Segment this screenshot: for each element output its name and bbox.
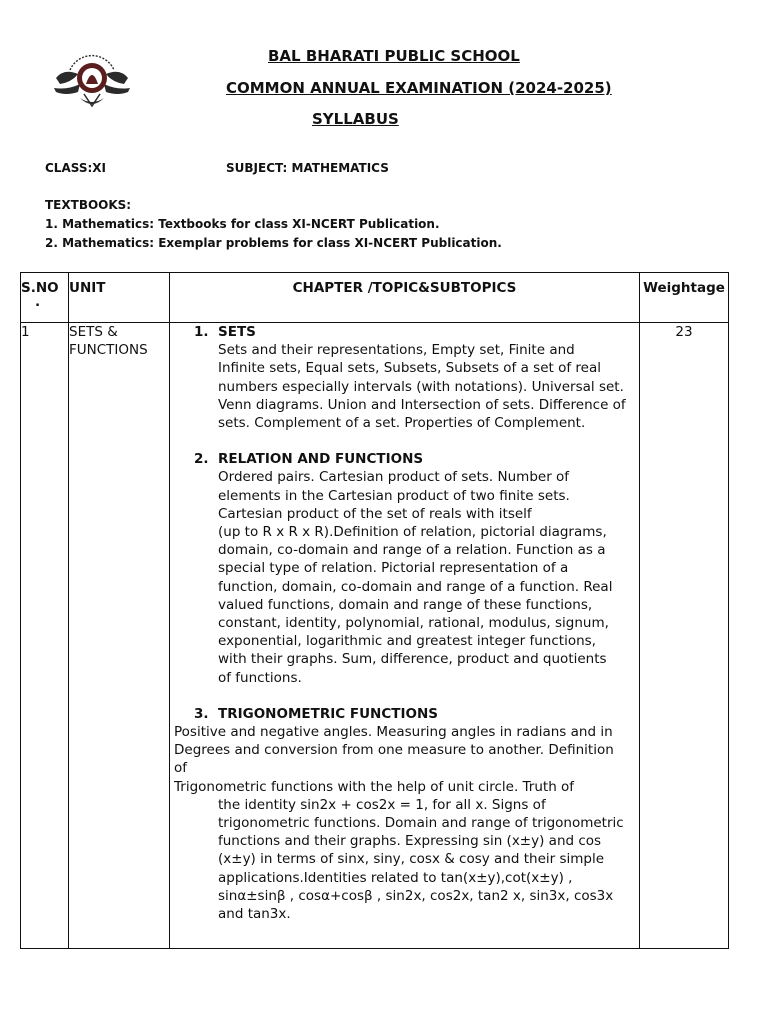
row-sno: 1	[21, 323, 69, 949]
section-relations-title	[194, 450, 639, 468]
row-chapter-content	[170, 323, 640, 949]
trig-line: trigonometric functions. Domain and range of trigonometric	[218, 815, 624, 832]
row-weightage: 23	[640, 323, 729, 949]
syllabus-table	[20, 272, 729, 949]
row-unit	[69, 323, 170, 949]
section-sets-title-text: SETS	[218, 324, 256, 340]
document-title: SYLLABUS	[312, 110, 399, 128]
section-trig-flush-body	[174, 723, 633, 796]
section-trig-title	[194, 705, 639, 723]
section-relations-number: 2.	[194, 451, 209, 468]
subject-label: SUBJECT: MATHEMATICS	[226, 161, 389, 175]
unit-line-2: FUNCTIONS	[69, 342, 148, 359]
trig-line: (x±y) in terms of sinx, siny, cosx & cosy and their simple	[218, 851, 605, 868]
relations-line: with their graphs. Sum, difference, product and quotients	[218, 651, 607, 668]
section-sets-title	[194, 323, 639, 341]
trig-line: functions and their graphs. Expressing sin (x±y) and cos	[218, 833, 602, 850]
section-trig-indent-body	[218, 796, 633, 923]
relations-line: of functions.	[218, 669, 302, 686]
trig-line: and tan3x.	[218, 906, 291, 923]
section-trig-title-text: TRIGONOMETRIC FUNCTIONS	[218, 705, 438, 722]
section-sets-number: 1.	[194, 324, 209, 340]
table-header-row	[21, 273, 729, 323]
header-sno-text: S.NO	[21, 280, 59, 296]
relations-line: exponential, logarithmic and greatest integer functions,	[218, 633, 596, 650]
sets-line: sets. Complement of a set. Properties of Complement.	[218, 415, 586, 432]
relations-line: domain, co-domain and range of a relation. Function as a	[218, 542, 606, 559]
trig-line: Trigonometric functions with the help of unit circle. Truth of	[174, 778, 575, 795]
relations-line: special type of relation. Pictorial representation of a	[218, 560, 569, 577]
sets-line: Infinite sets, Equal sets, Subsets, Subsets of a set of real	[218, 360, 601, 377]
textbook-item-1: 1. Mathematics: Textbooks for class XI-NCERT Publication.	[45, 217, 440, 231]
relations-line: elements in the Cartesian product of two finite sets.	[218, 487, 570, 504]
school-emblem-logo	[50, 44, 134, 114]
trig-line: the identity sin2x + cos2x = 1, for all x. Signs of	[218, 796, 546, 813]
trig-line: applications.Identities related to tan(x±y),cot(x±y) ,	[218, 869, 573, 886]
trig-line: Positive and negative angles. Measuring angles in radians and in	[174, 724, 613, 741]
section-relations-body	[218, 468, 633, 686]
header-sno	[21, 273, 69, 323]
unit-line-1: SETS &	[69, 324, 118, 340]
sets-line: numbers especially intervals (with notations). Universal set.	[218, 378, 624, 395]
relations-line: function, domain, co-domain and range of a function. Real	[218, 578, 613, 595]
header-weightage: Weightage	[640, 273, 729, 323]
textbook-item-2: 2. Mathematics: Exemplar problems for class XI-NCERT Publication.	[45, 236, 502, 250]
relations-line: Ordered pairs. Cartesian product of sets. Number of	[218, 469, 570, 486]
header-sno-dot: .	[35, 294, 41, 311]
table-row	[21, 323, 729, 949]
exam-title: COMMON ANNUAL EXAMINATION (2024-2025)	[226, 79, 612, 97]
sets-line: Sets and their representations, Empty set, Finite and	[218, 342, 575, 359]
textbooks-heading: TEXTBOOKS:	[45, 198, 132, 212]
section-trig-number: 3.	[194, 705, 209, 722]
school-name: BAL BHARATI PUBLIC SCHOOL	[268, 47, 520, 65]
relations-line: (up to R x R x R).Definition of relation, pictorial diagrams,	[218, 524, 607, 541]
relations-line: Cartesian product of the set of reals with itself	[218, 505, 532, 522]
relations-line: constant, identity, polynomial, rational, modulus, signum,	[218, 615, 609, 632]
sets-line: Venn diagrams. Union and Intersection of sets. Difference of	[218, 396, 626, 413]
header-unit: UNIT	[69, 273, 170, 323]
class-label: CLASS:XI	[45, 161, 107, 175]
section-sets-body	[218, 341, 633, 432]
trig-line: of	[174, 760, 188, 777]
trig-line: Degrees and conversion from one measure to another. Definition	[174, 742, 614, 759]
relations-line: valued functions, domain and range of these functions,	[218, 596, 593, 613]
trig-line: sinα±sinβ , cosα+cosβ , sin2x, cos2x, tan2 x, sin3x, cos3x	[218, 887, 614, 904]
section-relations-title-text: RELATION AND FUNCTIONS	[218, 451, 424, 468]
header-chapter: CHAPTER /TOPIC&SUBTOPICS	[170, 273, 640, 323]
